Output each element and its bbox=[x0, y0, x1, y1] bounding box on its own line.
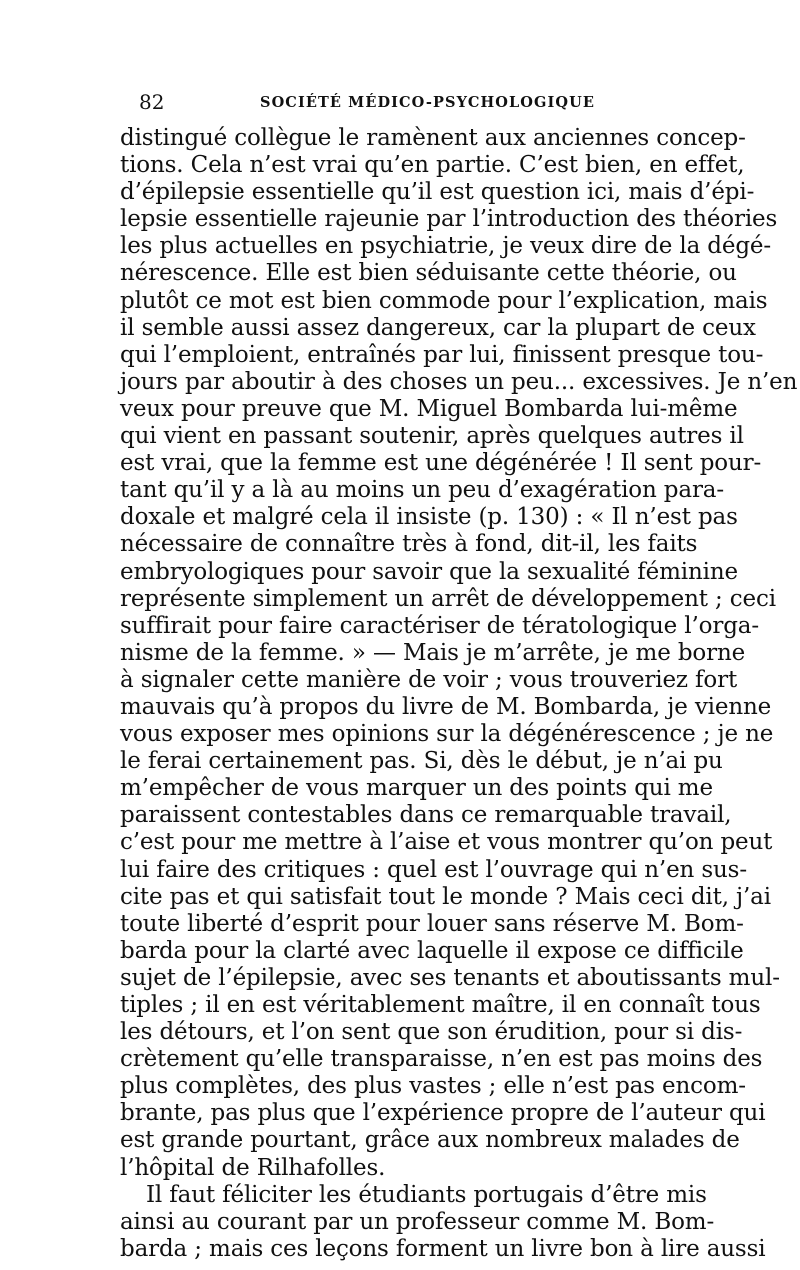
text-line: distingué collègue le ramènent aux anciennes concep- bbox=[120, 125, 746, 151]
text-line: vous exposer mes opinions sur la dégénérescence ; je ne bbox=[120, 721, 774, 748]
text-line: le ferai certainement pas. Si, dès le début, je n’ai pu bbox=[120, 748, 723, 775]
text-line: nisme de la femme. » — Mais je m’arrête, je me borne bbox=[120, 639, 746, 666]
text-line: veux pour preuve que M. Miguel Bombarda lui-même bbox=[120, 395, 738, 422]
paragraph-end-line: l’hôpital de Rilhafolles. bbox=[120, 1154, 386, 1181]
running-title: SOCIÉTÉ MÉDICO-PSYCHOLOGIQUE bbox=[260, 94, 596, 111]
text-line: lepsie essentielle rajeunie par l’introduction des théories bbox=[120, 206, 778, 233]
text-line: ainsi au courant par un professeur comme M. Bom- bbox=[120, 1208, 715, 1235]
text-line: jours par aboutir à des choses un peu... excessives. Je n’en bbox=[120, 368, 798, 395]
text-line: tions. Cela n’est vrai qu’en partie. C’est bien, en effet, bbox=[120, 152, 745, 179]
body-text bbox=[120, 125, 798, 1263]
text-line: toute liberté d’esprit pour louer sans réserve M. Bom- bbox=[120, 910, 744, 937]
running-head bbox=[139, 88, 669, 118]
text-line: embryologiques pour savoir que la sexualité féminine bbox=[120, 558, 738, 585]
text-line: paraissent contestables dans ce remarquable travail, bbox=[120, 802, 732, 829]
text-line: les plus actuelles en psychiatrie, je veux dire de la dégé- bbox=[120, 233, 771, 260]
text-line: représente simplement un arrêt de développement ; ceci bbox=[120, 585, 776, 612]
text-line: m’empêcher de vous marquer un des points qui me bbox=[120, 775, 713, 802]
text-line: cite pas et qui satisfait tout le monde ? Mais ceci dit, j’ai bbox=[120, 883, 771, 910]
text-line: plus complètes, des plus vastes ; elle n’est pas encom- bbox=[120, 1073, 746, 1100]
text-line: plutôt ce mot est bien commode pour l’explication, mais bbox=[120, 287, 768, 314]
text-line: barda pour la clarté avec laquelle il expose ce difficile bbox=[120, 937, 744, 964]
text-line: nérescence. Elle est bien séduisante cette théorie, ou bbox=[120, 260, 737, 287]
text-line: tant qu’il y a là au moins un peu d’exagération para- bbox=[120, 477, 724, 504]
text-line: est grande pourtant, grâce aux nombreux malades de bbox=[120, 1127, 740, 1154]
text-line: doxale et malgré cela il insiste (p. 130) : « Il n’est pas bbox=[120, 504, 738, 531]
text-line: il semble aussi assez dangereux, car la plupart de ceux bbox=[120, 314, 756, 341]
text-line: qui l’emploient, entraînés par lui, finissent presque tou- bbox=[120, 341, 764, 368]
text-line: tiples ; il en est véritablement maître, il en connaît tous bbox=[120, 992, 761, 1018]
text-line: est vrai, que la femme est une dégénérée ! Il sent pour- bbox=[120, 450, 762, 477]
page-number: 82 bbox=[139, 90, 165, 114]
text-line: qui vient en passant soutenir, après quelques autres il bbox=[120, 423, 744, 450]
text-line: mauvais qu’à propos du livre de M. Bombarda, je vienne bbox=[120, 693, 772, 720]
text-line: sujet de l’épilepsie, avec ses tenants et aboutissants mul- bbox=[120, 964, 780, 991]
text-line: lui faire des critiques : quel est l’ouvrage qui n’en sus- bbox=[120, 856, 747, 883]
text-line: barda ; mais ces leçons forment un livre bon à lire aussi bbox=[120, 1235, 766, 1262]
text-line: suffirait pour faire caractériser de tératologique l’orga- bbox=[120, 612, 759, 639]
text-line: les détours, et l’on sent que son érudition, pour si dis- bbox=[120, 1019, 743, 1046]
text-line: c’est pour me mettre à l’aise et vous montrer qu’on peut bbox=[120, 829, 773, 856]
paragraph-first-line: Il faut féliciter les étudiants portugais d’être mis bbox=[146, 1181, 707, 1208]
text-line: d’épilepsie essentielle qu’il est question ici, mais d’épi- bbox=[120, 179, 755, 206]
text-line: à signaler cette manière de voir ; vous trouveriez fort bbox=[120, 666, 738, 693]
text-line: nécessaire de connaître très à fond, dit-il, les faits bbox=[120, 531, 698, 558]
text-line: brante, pas plus que l’expérience propre de l’auteur qui bbox=[120, 1100, 766, 1127]
text-line: crètement qu’elle transparaisse, n’en est pas moins des bbox=[120, 1046, 763, 1073]
